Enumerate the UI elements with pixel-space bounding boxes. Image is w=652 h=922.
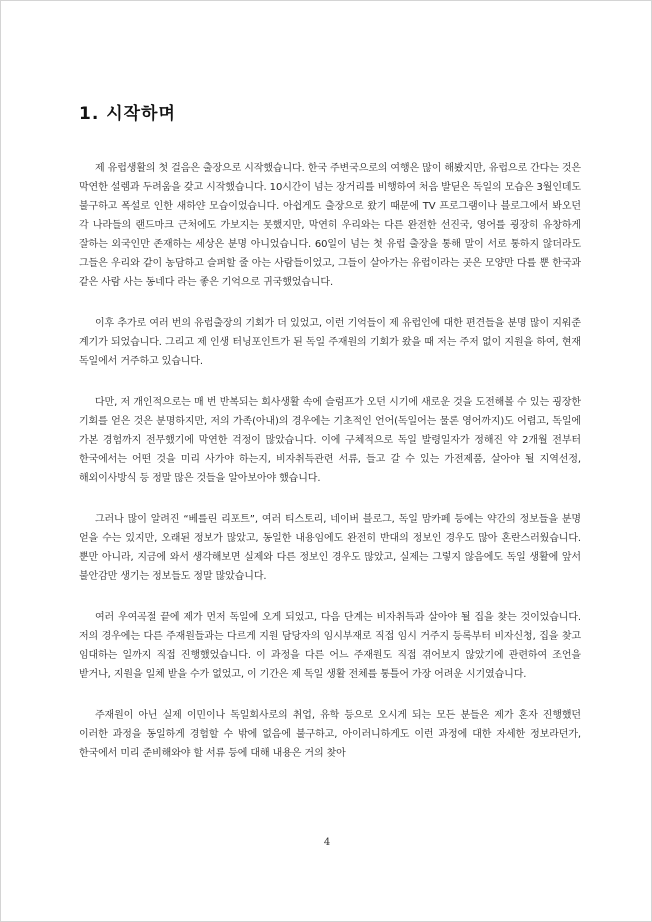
paragraph-6: 주재원이 아닌 실제 이민이나 독일회사로의 취업, 유학 등으로 오시게 되는 모든 분들은 제가 혼자 진행했던 이러한 과정을 동일하게 경험할 수 밖에 없음에 불구하고, 아이러니하게도 이런 과정에 대한 자세한 정보라던가, 한국에서 미리 준비해와야 할 서류 등에 대해 내용은 거의 찾아 (79, 710, 581, 759)
section-heading: 1. 시작하며 (79, 104, 176, 124)
paragraph-4: 그러나 많이 알려진 “베를린 리포트”, 여러 티스토리, 네이버 블로그, 독일 맘카페 등에는 약간의 정보들을 분명 얻을 수는 있지만, 오래된 정보가 많았고, 동일한 내용임에도 완전히 반대의 정보인 경우도 많아 혼란스러웠습니다. 뿐만 아니라, 지금에 와서 생각해보면 실제와 다른 정보인 경우도 많았고, 실제는 그렇지 않음에도 독일 생활에 앞서 불안감만 생기는 정보들도 정말 많았습니다. (79, 514, 581, 582)
paragraph-5: 여러 우여곡절 끝에 제가 먼저 독일에 오게 되었고, 다음 단계는 비자취득과 살아야 될 집을 찾는 것이었습니다. 저의 경우에는 다른 주재원들과는 다르게 지원 담당자의 임시부재로 직접 임시 거주지 등록부터 비자신청, 집을 찾고 임대하는 일까지 직접 진행했었습니다. 이 과정을 다른 어느 주재원도 직접 겪어보지 않았기에 관련하여 조언을 받거나, 지원을 일체 받을 수가 없었고, 이 기간은 제 독일 생활 전체를 통틀어 가장 어려운 시기였습니다. (79, 612, 581, 680)
paragraph-3: 다만, 저 개인적으로는 매 번 반복되는 회사생활 속에 슬럼프가 오던 시기에 새로운 것을 도전해볼 수 있는 굉장한 기회를 얻은 것은 분명하지만, 저의 가족(아내)의 경우에는 기초적인 언어(독일어는 물론 영어까지)도 어렵고, 독일에 가본 경험까지 전무했기에 막연한 걱정이 많았습니다. 이에 구체적으로 독일 발령일자가 정해진 약 2개월 전부터 한국에서는 어떤 것을 미리 사가야 하는지, 비자취득관련 서류, 들고 갈 수 있는 가전제품, 살아야 될 지역선정, 해외이사방식 등 정말 많은 것들을 알아보아야 했습니다. (79, 397, 581, 484)
page-number: 4 (323, 837, 331, 848)
paragraph-2: 이후 추가로 여러 번의 유럽출장의 기회가 더 있었고, 이런 기억들이 제 유럽인에 대한 편견들을 분명 많이 지워준 계기가 되었습니다. 그리고 제 인생 터닝포인트가 된 독일 주재원의 기회가 왔을 때 저는 주저 없이 지원을 하여, 현재 독일에서 거주하고 있습니다. (79, 318, 581, 367)
paragraph-1: 제 유럽생활의 첫 걸음은 출장으로 시작했습니다. 한국 주변국으로의 여행은 많이 해봤지만, 유럽으로 간다는 것은 막연한 설렘과 두려움을 갖고 시작했습니다. 10시간이 넘는 장거리를 비행하여 처음 발딛은 독일의 모습은 3월인데도 불구하고 폭설로 인한 새하얀 모습이었습니다. 아쉽게도 출장으로 왔기 때문에 TV 프로그램이나 블로그에서 봐오던 각 나라들의 랜드마크 근처에도 가보지는 못했지만, 막연히 우리와는 다른 완전한 선진국, 영어를 굉장히 유창하게 잘하는 외국인만 존재하는 세상은 분명 아니었습니다. 60일이 넘는 첫 유럽 출장을 통해 말이 서로 통하지 않더라도 그들은 우리와 같이 농담하고 슬퍼할 줄 아는 사람들이었고, 그들이 살아가는 유럽이라는 곳은 모양만 다를 뿐 한국과 같은 사람 사는 동네다 라는 좋은 기억으로 귀국했었습니다. (79, 163, 581, 288)
body-text (79, 159, 581, 785)
